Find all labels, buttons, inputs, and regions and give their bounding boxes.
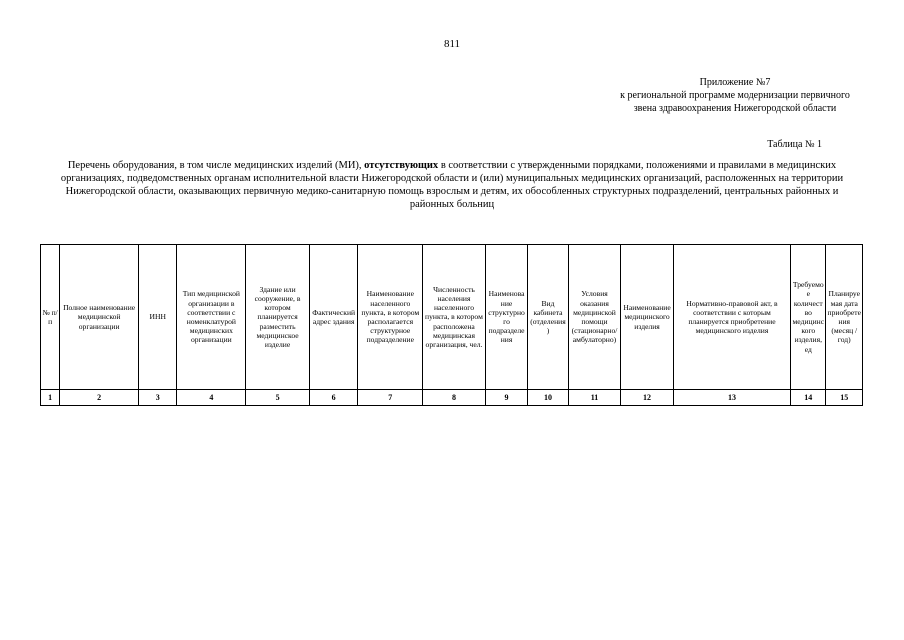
header-cell: Вид кабинета (отделения) [528,245,568,390]
header-cell: № п/п [41,245,60,390]
header-cell: Условия оказания медицинской помощи (стационарно/амбулаторно) [568,245,621,390]
column-number: 15 [826,390,863,406]
header-cell: Требуемое количество медицинского изделия, ед [791,245,826,390]
page-number: 811 [443,38,461,50]
column-number: 12 [621,390,674,406]
appendix-line-2: к региональной программе модернизации первичного [620,90,850,101]
column-number: 13 [673,390,790,406]
column-number: 5 [246,390,310,406]
appendix-line-1: Приложение №7 [699,77,771,88]
column-number: 6 [309,390,358,406]
header-cell: Наименование медицинского изделия [621,245,674,390]
title-bold-word: отсутствующих [364,160,439,171]
header-cell: Полное наименование медицинской организации [60,245,139,390]
header-cell: Наименование населенного пункта, в котором располагается структурное подразделение [358,245,423,390]
header-cell: Тип медицинской организации в соответствии с номенклатурой медицинских организации [177,245,246,390]
column-number: 9 [485,390,527,406]
document-title [50,159,854,211]
header-row [41,245,863,390]
title-part-1: Перечень оборудования, в том числе медицинских изделий (МИ), [67,160,365,171]
column-number: 8 [423,390,486,406]
header-cell: ИНН [139,245,177,390]
appendix-header [560,76,904,115]
column-number: 7 [358,390,423,406]
column-number: 1 [41,390,60,406]
column-number: 10 [528,390,568,406]
column-number: 2 [60,390,139,406]
column-number-row [41,390,863,406]
column-number: 3 [139,390,177,406]
column-number: 11 [568,390,621,406]
column-number: 14 [791,390,826,406]
equipment-table [40,244,863,406]
header-cell: Нормативно-правовой акт, в соответствии с которым планируется приобретение медицинского изделия [673,245,790,390]
appendix-line-3: звена здравоохранения Нижегородской области [633,103,837,114]
header-cell: Фактический адрес здания [309,245,358,390]
header-cell: Наименование структурного подразделения [485,245,527,390]
title-part-2: в соответствии с утвержденными порядками, положениями и правилами в медицинских организациях, подведомственных органам исполнительной власти Нижегородской области и (или) муниципальных медицинских организаций, расположенных на территории Нижегородской области, оказывающих первичную медико-санитарную помощь взрослым и детям, их обособленных структурных подразделений, центральных районных и районных больниц [60,160,844,210]
header-cell: Планируемая дата приобретения (месяц /год) [826,245,863,390]
column-number: 4 [177,390,246,406]
header-cell: Здание или сооружение, в котором планируется разместить медицинское изделие [246,245,310,390]
header-cell: Численность населения населенного пункта, в котором расположена медицинская организация, чел. [423,245,486,390]
table-caption: Таблица № 1 [767,139,822,150]
